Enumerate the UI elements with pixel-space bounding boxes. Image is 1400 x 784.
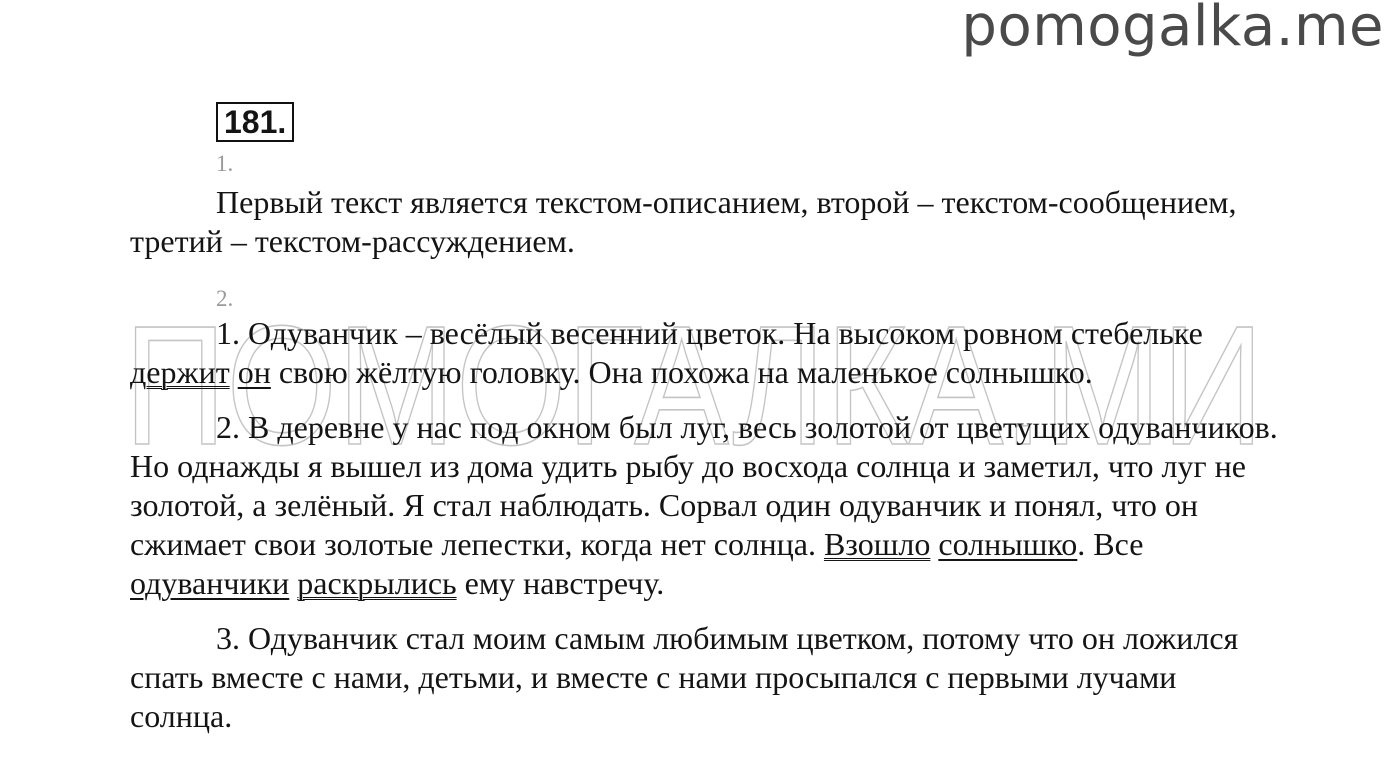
text-segment xyxy=(230,354,238,390)
subject-word: солнышко xyxy=(938,526,1078,562)
paragraph xyxy=(130,619,1280,736)
predicate-word: Взошло xyxy=(823,526,931,562)
text-segment: 1. Одуванчик – весёлый весенний цветок. На высоком ровном стебельке xyxy=(216,315,1203,351)
exercise-header xyxy=(130,102,1280,142)
predicate-word: держит xyxy=(130,354,230,390)
text-segment: 2. В деревне у нас под окном был луг, весь золотой от цветущих одуванчиков. Но однажды я вышел из дома удить рыбу до восхода солнца и заметил, что луг не золотой, а зелёный. Я стал наблюдать. Сорвал один одуванчик и понял, что он сжимает свои золотые лепестки, когда нет солнца. xyxy=(130,409,1278,562)
exercise xyxy=(130,102,1280,736)
text-segment: . Все xyxy=(1077,526,1144,562)
paragraph xyxy=(130,183,1280,261)
exercise-number: 181. xyxy=(216,102,294,142)
predicate-word: раскрылись xyxy=(297,565,457,601)
watermark-text: ПОМОГАЛКА.МИ xyxy=(124,318,1264,458)
text-segment: Первый текст является текстом-описанием, второй – текстом-сообщением, третий – текстом-рассуждением. xyxy=(130,184,1237,259)
part-label: 1. xyxy=(216,151,234,176)
subject-word: он xyxy=(237,354,271,390)
site-logo: pomogalka.me xyxy=(961,0,1384,59)
text-segment: свою жёлтую головку. Она похожа на маленькое солнышко. xyxy=(270,354,1093,390)
part-label: 2. xyxy=(216,286,234,311)
paragraph xyxy=(130,314,1280,392)
paragraph xyxy=(130,408,1280,603)
subject-word: одуванчики xyxy=(130,565,290,601)
text-segment: ему навстречу. xyxy=(456,565,665,601)
text-segment: 3. Одуванчик стал моим самым любимым цветком, потому что он ложился спать вместе с нами, детьми, и вместе с нами просыпался с первыми лучами солнца. xyxy=(130,620,1239,734)
